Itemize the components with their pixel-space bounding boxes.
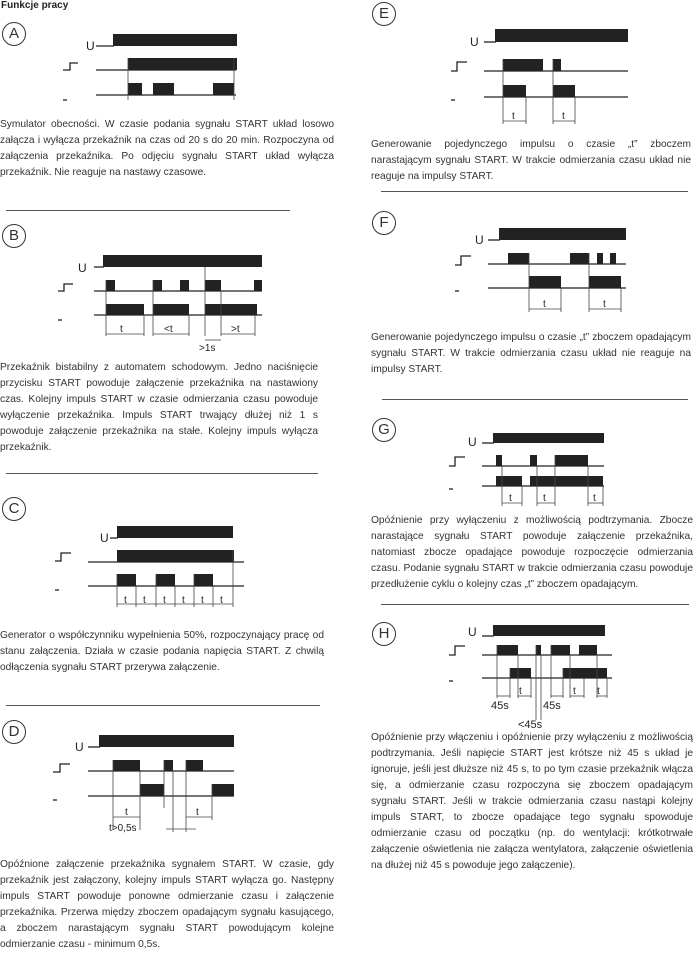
time-label-g2: t (543, 493, 546, 504)
voltage-label-b: U (78, 261, 87, 275)
time-label-c3: t (163, 595, 166, 606)
time-label-b1: t (120, 324, 123, 335)
time-label-c4: t (182, 595, 185, 606)
voltage-label-d: U (75, 740, 84, 754)
time-label-e1: t (512, 111, 515, 122)
time-label-h6: <45s (518, 719, 543, 731)
time-label-b4: >1s (199, 343, 216, 354)
time-label-h3: t (597, 686, 600, 697)
function-letter-f: F (372, 211, 396, 235)
time-label-h1: t (519, 686, 522, 697)
time-label-c2: t (143, 595, 146, 606)
page-title: Funkcje pracy (1, 0, 69, 11)
description-a: Symulator obecności. W czasie podania sygnału START układ losowo załącza i wyłącza przekaźnik na czas od 20 s do 20 min. Rozpoczyna od załączenia przekaźnika. Po odjęciu sygnału START układ wyłącza przekaźnik. Nie reaguje na nastawy czasowe. (0, 119, 334, 178)
time-label-d3: t>0,5s (109, 823, 137, 834)
voltage-label-c: U (100, 531, 109, 545)
description-f: Generowanie pojedynczego impulsu o czasie „t” zboczem opadającym sygnału START. W trakcie odmierzania czasu układ nie reaguje na impulsy START. (371, 332, 691, 375)
time-label-c6: t (220, 595, 223, 606)
time-label-b2: <t (164, 324, 173, 335)
time-label-f2: t (603, 299, 606, 310)
description-g: Opóźnienie przy wyłączeniu z możliwością podtrzymania. Zbocze narastające sygnału START powoduje załączenie przekaźnika, natomiast zbocze opadające powoduje rozpoczęcie odmierzania czasu. Podanie sygnału START w trakcie odmierzania czasu powoduje przedłużenie cyklu o kolejny czas „t” zboczem opadającym. (371, 515, 693, 590)
function-letter-b: B (2, 224, 26, 248)
time-label-g3: t (593, 493, 596, 504)
time-label-h4: 45s (491, 700, 509, 712)
function-letter-a: A (2, 22, 26, 46)
time-label-d2: t (196, 807, 199, 818)
description-e: Generowanie pojedynczego impulsu o czasie „t” zboczem narastającym sygnału START. W trakcie odmierzania czasu układ nie reaguje na impulsy START. (371, 139, 691, 182)
function-letter-c: C (2, 497, 26, 521)
time-label-c1: t (124, 595, 127, 606)
voltage-label-a: U (86, 39, 95, 53)
voltage-label-f: U (475, 233, 484, 247)
time-label-h2: t (573, 686, 576, 697)
time-label-h5: 45s (543, 700, 561, 712)
time-label-b3: >t (231, 324, 240, 335)
time-label-g1: t (509, 493, 512, 504)
description-b: Przekaźnik bistabilny z automatem schodowym. Jedno naciśnięcie przycisku START powoduje załączenie przekaźnika na nastawiony czas. Kolejny impuls START w czasie odmierzania czasu powoduje wyłączenie przekaźnika. Impuls START trwający dłużej niż 1 s powoduje załączenie przekaźnika na stałe. Kolejny impuls wyłącza przekaźnik. (0, 362, 318, 453)
description-d: Opóźnione załączenie przekaźnika sygnałem START. W czasie, gdy przekaźnik jest załączony, kolejny impuls START wyłącza go. Następny impuls START powoduje ponowne odmierzanie czasu i załączenie przekaźnika. Przerwa między zboczem opadającym sygnału kasującego, a zboczem narastającym sygnału START powodującym kolejne odmierzanie czasu - minimum 0,5s. (0, 859, 334, 950)
function-letter-g: G (372, 418, 396, 442)
function-letter-d: D (2, 720, 26, 744)
time-label-f1: t (543, 299, 546, 310)
voltage-label-h: U (468, 625, 477, 639)
voltage-label-e: U (470, 35, 479, 49)
description-c: Generator o współczynniku wypełnienia 50%, rozpoczynający pracę od stanu załączenia. Działa w czasie podania napięcia START. Z chwilą odłączenia sygnału START przerywa załączenie. (0, 630, 324, 673)
function-letter-h: H (372, 622, 396, 646)
voltage-label-g: U (468, 435, 477, 449)
time-label-c5: t (201, 595, 204, 606)
time-label-d1: t (125, 807, 128, 818)
function-letter-e: E (372, 2, 396, 26)
description-h: Opóźnienie przy włączeniu i opóźnienie przy wyłączeniu z możliwością podtrzymania. Jeśli napięcie START jest krótsze niż 45 s układ je ignoruje, jeśli jest dłuższe niż 45 s, to po tym czasie przekaźnik włącza się, a odmierzanie czasu rozpoczyna się zboczem opadającym sygnału START. Jeśli w trakcie odmierzania czasu nastąpi kolejny impuls START, to zbocze opadające tego sygnału spowoduje odmierzanie czasu od początku (np. do wentylacji: krótkotrwałe załączenie oświetlenia nie załącza wentylatora, załączenie oświetlenia na dłużej niż 45 s powoduje jego załączenie). (371, 732, 693, 871)
time-label-e2: t (562, 111, 565, 122)
